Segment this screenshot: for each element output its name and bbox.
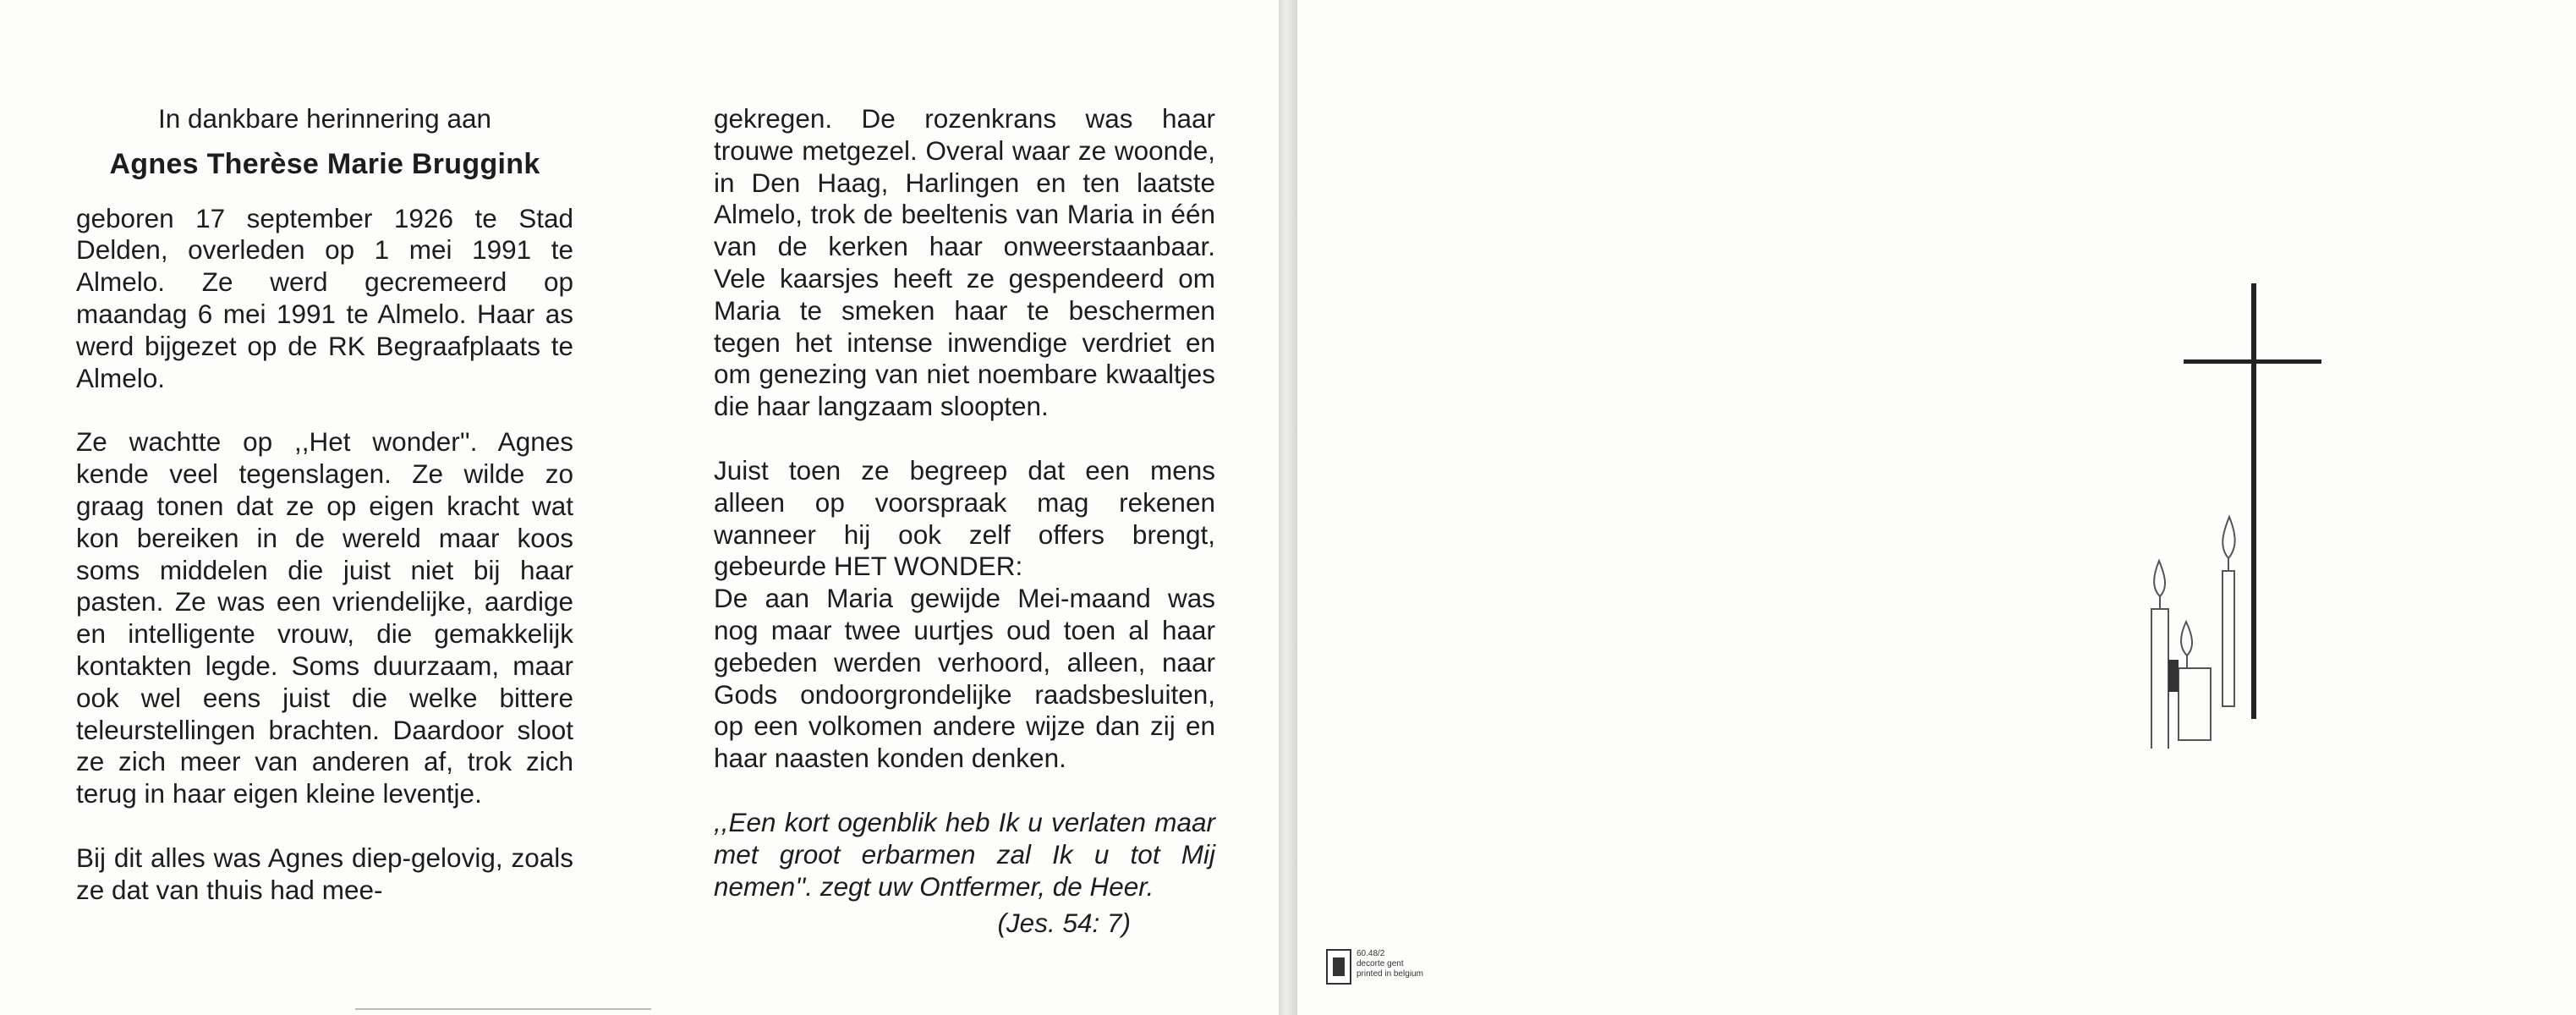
intro-line: In dankbare herinnering aan xyxy=(157,103,492,134)
cross-icon xyxy=(2184,283,2321,719)
printer-logo-icon xyxy=(1326,949,1351,985)
printer-code: 60.48/2 xyxy=(1357,949,1385,958)
paragraph-biography: geboren 17 september 1926 te Stad Delden, overleden op 1 mei 1991 te Almelo. Ze werd gecremeerd op maandag 6 mei 1991 te Almelo. Haar as werd bijgezet op de RK Begraafplaats te Almelo. xyxy=(76,202,573,393)
card-inner-right-page xyxy=(1297,0,2576,1015)
text-column-right xyxy=(714,103,1215,940)
cross-and-candles-illustration xyxy=(2131,275,2334,749)
paragraph-faith: Bij dit alles was Agnes diep-gelovig, zoals ze dat van thuis had mee- xyxy=(76,842,573,905)
deceased-name: Agnes Therèse Marie Bruggink xyxy=(109,147,540,180)
card-fold xyxy=(1279,0,1297,1015)
scripture-quote: ,,Een kort ogenblik heb Ik u verlaten maar met groot erbarmen zal Ik u tot Mij nemen''. zegt uw Ontfermer, de Heer. xyxy=(714,806,1215,902)
candle-icon xyxy=(2151,517,2235,749)
printer-company: decorte gent xyxy=(1357,959,1404,968)
paragraph-the-wonder: Ze wachtte op ,,Het wonder''. Agnes kende veel tegenslagen. Ze wilde zo graag tonen dat ze op eigen kracht wat kon bereiken in de wereld maar koos soms middelen die juist niet bij haar pasten. Ze was een vriendelijke, aardige en intelligente vrouw, die gemakkelijk kontakten legde. Soms duurzaam, maar ook wel eens juist die welke bittere teleurstellingen brachten. Daardoor sloot ze zich meer van anderen af, trok zich terug in haar eigen kleine leventje. xyxy=(76,426,573,809)
paragraph-rosary: gekregen. De rozenkrans was haar trouwe metgezel. Overal waar ze woonde, in Den Haag, Harlingen en ten laatste Almelo, trok de beeltenis van Maria in één van de kerken haar onweerstaanbaar. Vele kaarsjes heeft ze gespendeerd om Maria te smeken haar te beschermen tegen het intense inwendige verdriet en om genezing van niet noembare kwaaltjes die haar langzaam sloopten. xyxy=(714,103,1215,422)
edge-mark xyxy=(355,1008,651,1010)
scripture-reference: (Jes. 54: 7) xyxy=(997,908,1131,939)
paragraph-may-month: De aan Maria gewijde Mei-maand was nog maar twee uurtjes oud toen al haar gebeden werden verhoord, alleen, naar Gods ondoorgrondelijke raadsbesluiten, op een volkomen andere wijze dan zij en haar naasten konden denken. xyxy=(714,583,1215,774)
paragraph-sacrifice: Juist toen ze begreep dat een mens alleen op voorspraak mag rekenen wanneer hij ook zelf offers brengt, gebeurde HET WONDER: xyxy=(714,454,1215,582)
card-inner-left-page xyxy=(0,0,1279,1015)
text-column-left xyxy=(76,103,573,907)
printer-emblem xyxy=(1326,949,1444,988)
printer-location: printed in belgium xyxy=(1357,969,1423,979)
